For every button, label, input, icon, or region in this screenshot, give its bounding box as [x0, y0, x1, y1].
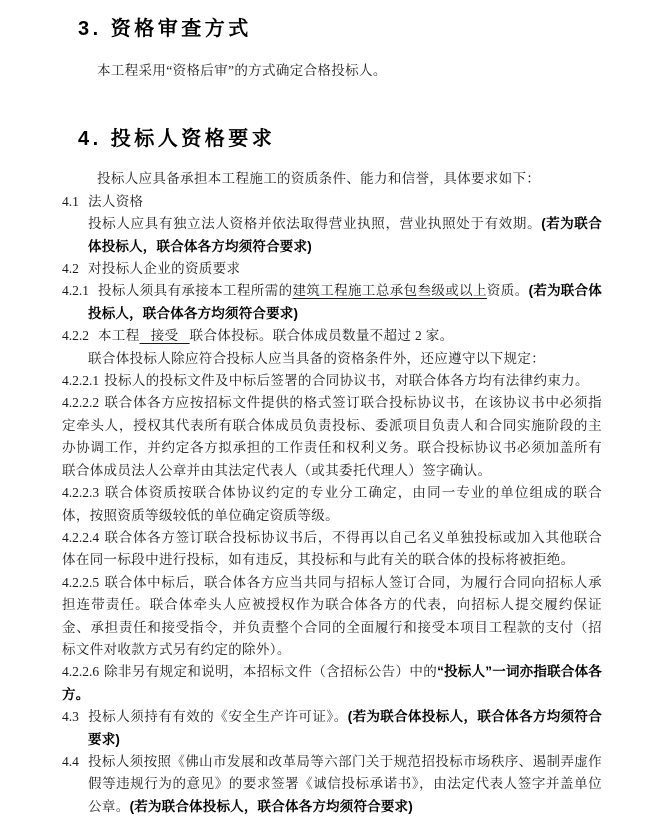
clause-4-3-joint-venture-note: (若为联合体投标人，联合体各方均须符合要求)	[88, 709, 602, 747]
clause-4-1-text: 投标人应具有独立法人资格并依法取得营业执照，营业执照处于有效期。	[88, 216, 542, 232]
clause-4-2-2-1	[62, 370, 602, 392]
clause-4-2-number: 4.2	[62, 261, 79, 277]
clause-4-1-title: 法人资格	[88, 193, 144, 209]
clause-4-2-2-5-text: 联合体中标后，联合体各方应当共同与招标人签订合同，为履行合同向招标人承担连带责任。联合体牵头人应被授权作为联合体各方的代表，向招标人提交履约保证金、承担责任和接受指令，并负责整个合同的全面履行和接受本项目工程款的支付（招标文件对收款方式另有约定的除外）。	[62, 574, 602, 657]
clause-4-2-2-1-number: 4.2.2.1	[62, 373, 100, 389]
clause-4-4-joint-venture-note: (若为联合体投标人，联合体各方均须符合要求)	[129, 798, 413, 814]
clause-4-2-2-2	[62, 392, 602, 482]
section-4-heading: 4. 投标人资格要求	[78, 128, 276, 151]
clause-4-2-2-6-text-pre: 除非另有规定和说明，本招标文件（含招标公告）中的	[104, 664, 438, 680]
clause-4-2-2-4-number: 4.2.2.4	[62, 529, 100, 545]
clause-4-1-number: 4.1	[62, 193, 79, 209]
clause-3-body: 本工程采用“资格后审”的方式确定合格投标人。	[97, 63, 387, 78]
clause-4-2-2-6	[62, 661, 602, 706]
clause-4-4-number: 4.4	[62, 753, 79, 769]
clause-4-2-1-joint-venture-note: (若为联合体投标人，联合体各方均须符合要求)	[88, 283, 602, 321]
clause-4-1	[62, 191, 602, 258]
clause-4-2-2-5	[62, 572, 602, 662]
clause-4-3	[62, 706, 602, 751]
clause-4-2-2-2-text: 联合体各方应按招标文件提供的格式签订联合投标协议书，在该协议书中必须指定牵头人，授权其代表所有联合体成员负责投标、委派项目负责人和合同实施阶段的主办协调工作，并约定各方拟承担的工作责任和权利义务。联合投标协议书必须加盖所有联合体成员法人公章并由其法定代表人（或其委托代理人）签字确认。	[62, 395, 602, 478]
clause-4-2-2-text-pre: 本工程	[98, 328, 140, 344]
clause-4-2-2-text-post: 联合体投标。联合体成员数量不超过 2 家。	[189, 328, 454, 344]
clause-4-2-1-text-pre: 投标人须具有承接本工程所需的	[98, 283, 293, 299]
clause-4-2-2-3	[62, 482, 602, 527]
clause-4-3-text: 投标人须持有有效的《安全生产许可证》。	[88, 709, 348, 725]
clause-4-2-1-number: 4.2.1	[62, 283, 89, 299]
clause-4-2-2-6-bidder-term-bold: “投标人”一词亦指联合体各方。	[62, 664, 602, 702]
clause-4-2-1-text-post: 资质。	[486, 283, 529, 299]
clause-4-4	[62, 751, 602, 818]
clause-4-2-2-3-text: 联合体资质按联合体协议约定的专业分工确定，由同一专业的单位组成的联合体，按照资质等级较低的单位确定资质等级。	[62, 485, 602, 523]
clause-4-2-2	[62, 325, 602, 370]
clause-4-2-2-2-number: 4.2.2.2	[62, 395, 100, 411]
clause-4-2-2-4-text: 联合体各方签订联合投标协议书后，不得再以自己名义单独投标或加入其他联合体在同一标段中进行投标，如有违反，其投标和与此有关的联合体的投标将被拒绝。	[62, 529, 602, 568]
clause-4-2-2-5-number: 4.2.2.5	[62, 574, 100, 590]
section-3-heading: 3. 资格审查方式	[78, 18, 252, 40]
clause-4-2-2-6-number: 4.2.2.6	[62, 664, 100, 680]
clause-4-3-number: 4.3	[62, 709, 79, 725]
clause-4-2-2-4	[62, 527, 602, 572]
clause-4-2-1	[62, 280, 602, 325]
clause-4-4-text: 投标人须按照《佛山市发展和改革局等六部门关于规范招投标市场秩序、遏制弄虚作假等违规行为的意见》的要求签署《诚信投标承诺书》，由法定代表人签字并盖单位公章。	[88, 753, 602, 814]
clause-4-2-2-number: 4.2.2	[62, 328, 89, 344]
clause-4-2-2-3-number: 4.2.2.3	[62, 485, 100, 501]
clause-4-1-joint-venture-note: (若为联合体投标人，联合体各方均须符合要求)	[88, 216, 603, 254]
clause-4-2-2-blank-fill-accept: 接受	[139, 328, 190, 344]
section-4-intro: 投标人应具备承担本工程施工的资质条件、能力和信誉，具体要求如下：	[97, 171, 541, 187]
clause-4-2	[62, 258, 602, 280]
clause-4-2-2-1-text: 投标人的投标文件及中标后签署的合同协议书，对联合体各方均有法律约束力。	[104, 373, 589, 389]
clause-4-2-text: 对投标人企业的资质要求	[88, 261, 241, 277]
clause-4-2-2-line2: 联合体投标人除应符合投标人应当具备的资格条件外，还应遵守以下规定：	[88, 350, 546, 366]
clause-4-2-1-qualification-underline: 建筑工程施工总承包叁级或以上	[292, 283, 487, 299]
